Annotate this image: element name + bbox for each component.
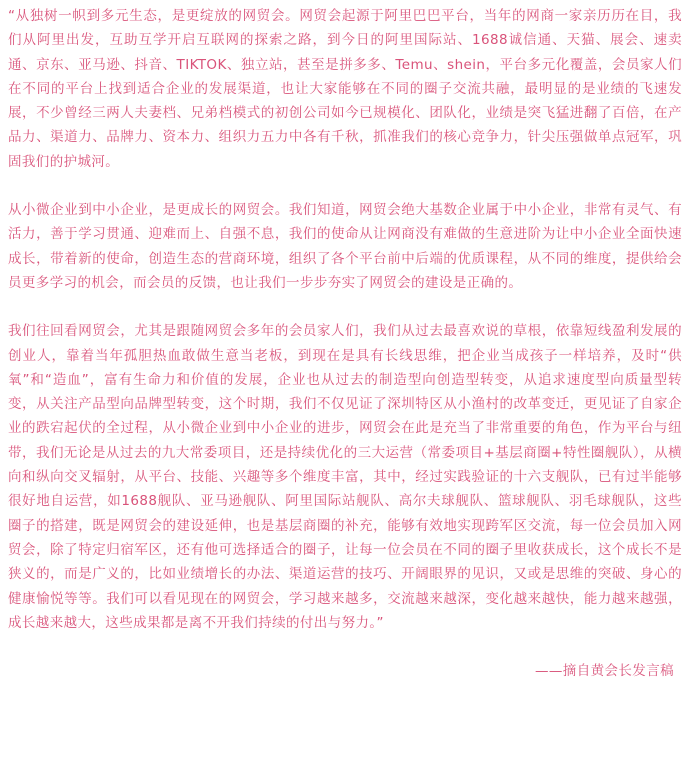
article-body — [8, 4, 682, 683]
paragraph-growth: 从小微企业到中小企业，是更成长的网贸会。我们知道，网贸会绝大基数企业属于中小企业，非常有灵气、有活力，善于学习贯通、迎难而上、自强不息，我们的使命从让网商没有难做的生意进阶为让中小企业全面快速成长，带着新的使命，创造生态的营商环境，组织了各个平台前中后端的优质课程，从不同的维度，提供给会员更多学习的机会，而会员的反馈，也让我们一步步夯实了网贸会的建设是正确的。 — [8, 202, 682, 291]
paragraph-ecosystem: “从独树一帜到多元生态，是更绽放的网贸会。网贸会起源于阿里巴巴平台，当年的网商一家亲历历在目，我们从阿里出发，互助互学开启互联网的探索之路，到今日的阿里国际站、1688诚信通、天猫、展会、速卖通、京东、亚马逊、抖音、TIKTOK、独立站，甚至是拼多多、Temu、shein，平台多元化覆盖，会员家人们在不同的平台上找到适合企业的发展渠道，也让大家能够在不同的圈子交流共融，最明显的是业绩的飞速发展，不少曾经三两人夫妻档、兄弟档模式的初创公司如今已规模化、团队化，业绩是突飞猛进翻了百倍，在产品力、渠道力、品牌力、资本力、组织力五力中各有千秋，抓准我们的核心竞争力，针尖压强做单点冠军，巩固我们的护城河。 — [8, 8, 682, 170]
paragraph-review: 我们往回看网贸会，尤其是跟随网贸会多年的会员家人们，我们从过去最喜欢说的草根，依靠短线盈利发展的创业人，靠着当年孤胆热血敢做生意当老板，到现在是具有长线思维，把企业当成孩子一样培养，及时“供氧”和“造血”，富有生命力和价值的发展，企业也从过去的制造型向创造型转变，从追求速度型向质量型转变，从关注产品型向品牌型转变，这个时期，我们不仅见证了深圳特区从小渔村的改革变迁，更见证了自家企业的跌宕起伏的全过程，从小微企业到中小企业的进步，网贸会在此是充当了非常重要的角色，作为平台与纽带，我们无论是从过去的九大常委项目，还是持续优化的三大运营（常委项目+基层商圈+特性圈舰队），从横向和纵向交叉辐射，从平台、技能、兴趣等多个维度丰富，其中，经过实践验证的十六支舰队，已有过半能够很好地自运营，如1688舰队、亚马逊舰队、阿里国际站舰队、高尔夫球舰队、篮球舰队、羽毛球舰队，这些圈子的搭建，既是网贸会的建设延伸，也是基层商圈的补充，能够有效地实现跨军区交流，每一位会员加入网贸会，除了特定归宿军区，还有他可选择适合的圈子，让每一位会员在不同的圈子里收获成长，这个成长不是狭义的，而是广义的，比如业绩增长的办法、渠道运营的技巧、开阔眼界的见识，又或是思维的突破、身心的健康愉悦等等。我们可以看见现在的网贸会，学习越来越多，交流越来越深，变化越来越快，能力越来越强，成长越来越大，这些成果都是离不开我们持续的付出与努力。” — [8, 323, 682, 631]
signature-line: ——摘自黄会长发言稿 — [535, 663, 674, 680]
